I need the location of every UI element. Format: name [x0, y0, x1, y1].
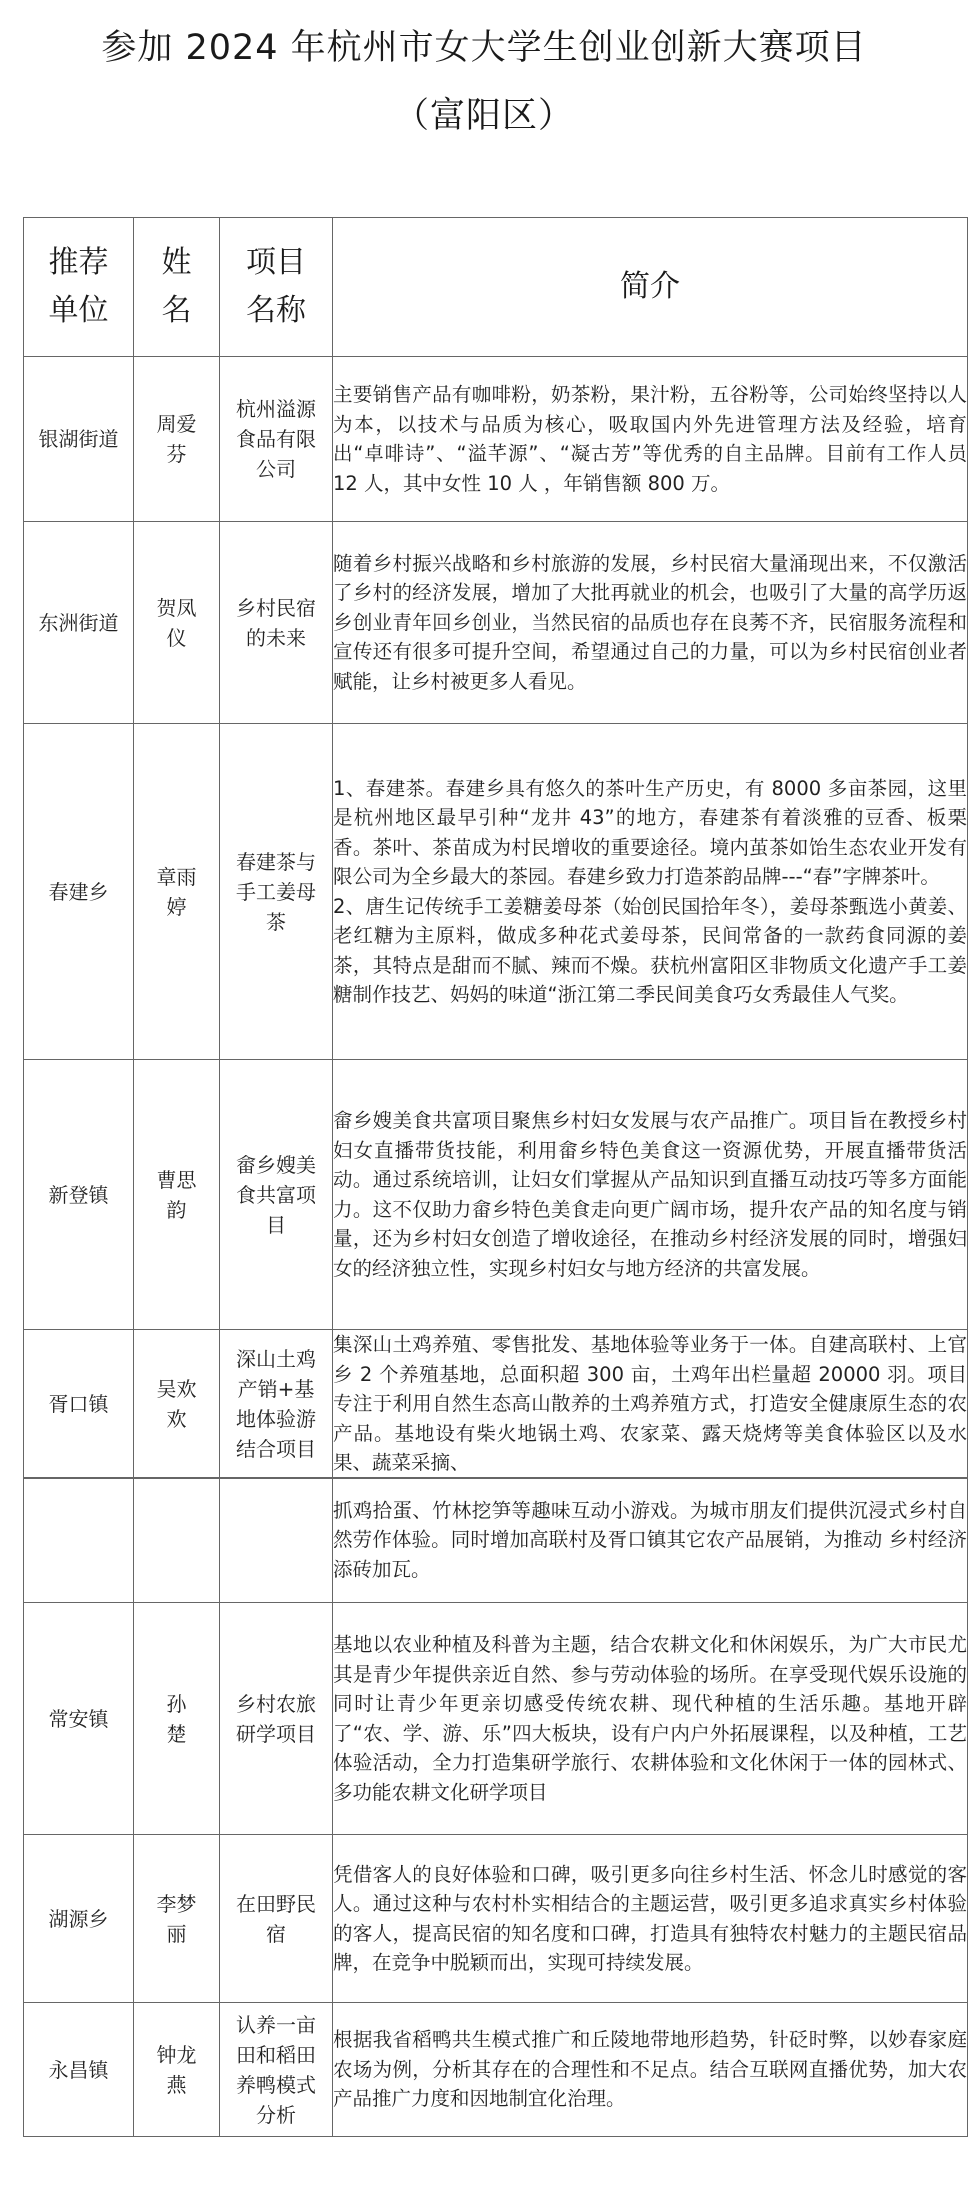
- row-name: 吴欢欢: [134, 1330, 220, 1479]
- intro-paragraph: 随着乡村振兴战略和乡村旅游的发展，乡村民宿大量涌现出来，不仅激活了乡村的经济发展，增加了大批再就业的机会，也吸引了大量的高学历返乡创业青年回乡创业，当然民宿的品质也存在良莠不齐，民宿服务流程和宣传还有很多可提升空间，希望通过自己的力量，可以为乡村民宿创业者赋能，让乡村被更多人看见。: [333, 551, 967, 693]
- table-row: [24, 1603, 968, 1835]
- table-row: [24, 1330, 968, 1479]
- row-project: 在田野民宿: [220, 1835, 333, 2003]
- table-row: [24, 522, 968, 724]
- table-row: [24, 724, 968, 1060]
- row-project: 深山土鸡产销+基地体验游结合项目: [220, 1330, 333, 1479]
- row-project: 乡村农旅研学项目: [220, 1603, 333, 1835]
- table-row-continued: [24, 1478, 968, 1603]
- intro-paragraph: 基地以农业种植及科普为主题，结合农耕文化和休闲娱乐，为广大市民尤其是青少年提供亲近自然、参与劳动体验的场所。在享受现代娱乐设施的同时让青少年更亲切感受传统农耕、现代种植的生活乐趣。基地开辟了“农、学、游、乐”四大板块，设有户内户外拓展课程，以及种植，工艺体验活动，全力打造集研学旅行、农耕体验和文化休闲于一体的园林式、多功能农耕文化研学项目: [333, 1633, 967, 1804]
- row-name: [134, 1478, 220, 1603]
- row-unit: 春建乡: [24, 724, 134, 1060]
- projects-table-bottom: [23, 1477, 968, 2137]
- header-name: 姓名: [134, 218, 220, 357]
- row-project: 畲乡嫂美食共富项目: [220, 1060, 333, 1330]
- row-intro: [333, 1835, 968, 2003]
- intro-paragraph: 1、春建茶。春建乡具有悠久的茶叶生产历史，有 8000 多亩茶园，这里是杭州地区最早引种“龙井 43”的地方，春建茶有着淡雅的豆香、板栗香。茶叶、茶苗成为村民增收的重要途径。境内茧茶如饴生态农业开发有限公司为全乡最大的茶园。春建乡致力打造茶韵品牌---“春”字牌茶叶。: [333, 776, 967, 888]
- intro-paragraph: 抓鸡拾蛋、竹林挖笋等趣味互动小游戏。为城市朋友们提供沉浸式乡村自然劳作体验。同时增加高联村及胥口镇其它农产品展销，为推动 乡村经济添砖加瓦。: [333, 1498, 967, 1581]
- row-intro: [333, 2003, 968, 2137]
- intro-paragraph: 主要销售产品有咖啡粉，奶茶粉，果汁粉，五谷粉等，公司始终坚持以人为本，以技术与品质为核心，吸取国内外先进管理方法及经验，培育出“卓啡诗”、“溢芊源”、“凝古芳”等优秀的自主品牌。目前有工作人员 12 人，其中女性 10 人 ，年销售额 800 万。: [333, 383, 967, 495]
- intro-paragraph: 集深山土鸡养殖、零售批发、基地体验等业务于一体。自建高联村、上官乡 2 个养殖基地，总面积超 300 亩，土鸡年出栏量超 20000 羽。项目专注于利用自然生态高山散养的土鸡养殖方式，打造安全健康原生态的农产品。基地设有柴火地锅土鸡、农家菜、露天烧烤等美食体验区以及水果、蔬菜采摘、: [333, 1333, 967, 1474]
- row-unit: 湖源乡: [24, 1835, 134, 2003]
- intro-paragraph: 根据我省稻鸭共生模式推广和丘陵地带地形趋势，针砭时弊，以妙春家庭农场为例，分析其存在的合理性和不足点。结合互联网直播优势，加大农产品推广力度和因地制宜化治理。: [333, 2028, 967, 2111]
- row-project: 乡村民宿的未来: [220, 522, 333, 724]
- table-row: [24, 2003, 968, 2137]
- row-name: 孙 楚: [134, 1603, 220, 1835]
- document-title: 参加 2024 年杭州市女大学生创业创新大赛项目: [101, 28, 867, 68]
- row-unit: 东洲街道: [24, 522, 134, 724]
- header-intro: 简介: [333, 218, 968, 357]
- row-unit: 新登镇: [24, 1060, 134, 1330]
- intro-paragraph: 2、唐生记传统手工姜糖姜母茶（始创民国拾年冬），姜母茶甄选小黄姜、老红糖为主原料，做成多种花式姜母茶，民间常备的一款药食同源的姜茶，其特点是甜而不腻、辣而不燥。获杭州富阳区非物质文化遗产手工姜糖制作技艺、妈妈的味道“浙江第二季民间美食巧女秀最佳人气奖。: [333, 894, 967, 1006]
- table-row: [24, 1060, 968, 1330]
- row-unit: 永昌镇: [24, 2003, 134, 2137]
- row-project: 杭州溢源食品有限公司: [220, 357, 333, 522]
- row-name: 李梦丽: [134, 1835, 220, 2003]
- header-unit: 推荐单位: [24, 218, 134, 357]
- row-unit: [24, 1478, 134, 1603]
- intro-paragraph: 凭借客人的良好体验和口碑，吸引更多向往乡村生活、怀念儿时感觉的客人。通过这种与农村朴实相结合的主题运营，吸引更多追求真实乡村体验的客人，提高民宿的知名度和口碑，打造具有独特农村魅力的主题民宿品牌，在竞争中脱颖而出，实现可持续发展。: [333, 1862, 967, 1974]
- projects-table-top: [23, 217, 968, 1479]
- row-project: 春建茶与手工姜母茶: [220, 724, 333, 1060]
- row-unit: 胥口镇: [24, 1330, 134, 1479]
- table-row: [24, 357, 968, 522]
- header-project: 项目名称: [220, 218, 333, 357]
- table-row: [24, 1835, 968, 2003]
- intro-paragraph: 畲乡嫂美食共富项目聚焦乡村妇女发展与农产品推广。项目旨在教授乡村妇女直播带货技能，利用畲乡特色美食这一资源优势，开展直播带货活动。通过系统培训，让妇女们掌握从产品知识到直播互动技巧等多方面能力。这不仅助力畲乡特色美食走向更广阔市场，提升农产品的知名度与销量，还为乡村妇女创造了增收途径，在推动乡村经济发展的同时，增强妇女的经济独立性，实现乡村妇女与地方经济的共富发展。: [333, 1109, 967, 1280]
- row-name: 曹思韵: [134, 1060, 220, 1330]
- row-intro: [333, 522, 968, 724]
- row-unit: 银湖街道: [24, 357, 134, 522]
- table-header-row: [24, 218, 968, 357]
- row-intro: [333, 724, 968, 1060]
- row-project: [220, 1478, 333, 1603]
- row-intro: [333, 1478, 968, 1603]
- row-unit: 常安镇: [24, 1603, 134, 1835]
- row-project: 认养一亩田和稻田养鸭模式分析: [220, 2003, 333, 2137]
- row-intro: [333, 1060, 968, 1330]
- row-name: 章雨婷: [134, 724, 220, 1060]
- row-name: 周爱芬: [134, 357, 220, 522]
- row-name: 钟龙燕: [134, 2003, 220, 2137]
- document-subtitle: （富阳区）: [393, 96, 574, 136]
- row-intro: [333, 1603, 968, 1835]
- row-intro: [333, 357, 968, 522]
- row-intro: [333, 1330, 968, 1479]
- row-name: 贺凤仪: [134, 522, 220, 724]
